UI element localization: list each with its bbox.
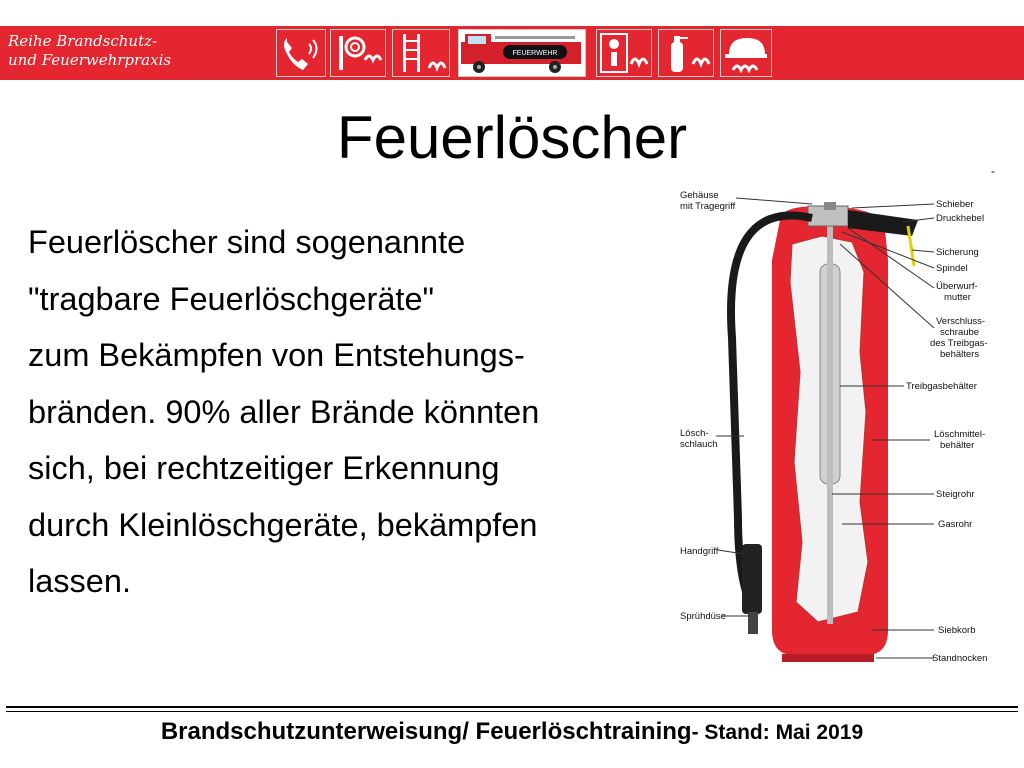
label-gehaeuse: Gehäuse mit Tragegriff [680, 190, 736, 212]
label-gasrohr: Gasrohr [938, 519, 973, 530]
label-handgriff: Handgriff [680, 546, 719, 557]
footer-divider-thin [6, 711, 1018, 712]
label-steigrohr: Steigrohr [936, 489, 975, 500]
riser-pipe [827, 224, 833, 624]
title-mark: - [991, 164, 995, 178]
footer-main-text: Brandschutzunterweisung/ Feuerlöschtraining [160, 718, 692, 745]
label-loeschmittelbehaelter: Löschmittel-behälter [934, 429, 986, 451]
label-standnocken: Standnocken [932, 653, 988, 664]
fire-alarm-button-icon [596, 29, 652, 77]
footer-divider [6, 706, 1018, 708]
label-siebkorb: Siebkorb [938, 625, 976, 636]
footer-stand-text: - Stand: Mai 2019 [691, 721, 864, 744]
firefighter-helmet-icon [720, 29, 772, 77]
label-spruehduese: Sprühdüse [680, 611, 726, 622]
label-schieber: Schieber [936, 199, 974, 210]
label-loeschschlauch: Lösch-schlauch [680, 428, 718, 450]
fire-truck-icon [458, 29, 586, 77]
label-spindel: Spindel [936, 263, 968, 274]
body-paragraph: Feuerlöscher sind sogenannte "tragbare Feuerlöschgeräte" zum Bekämpfen von Entstehungs- bränden. 90% aller Brände könnten sich, bei rechtzeitiger Erkennung durch Kleinlöschgeräte, bekämpfen lassen. [28, 224, 540, 599]
fire-extinguisher-diagram [672, 184, 1024, 678]
ladder-icon [392, 29, 450, 77]
label-sicherung: Sicherung [936, 247, 979, 258]
label-druckhebel: Druckhebel [936, 213, 985, 224]
series-title: Reihe Brandschutz- und Feuerwehrpraxis [8, 32, 172, 69]
header-banner [0, 26, 1024, 80]
handle [742, 544, 762, 614]
footer [0, 718, 1024, 746]
label-treibgasbehaelter: Treibgasbehälter [906, 381, 977, 392]
label-verschlussschraube: Verschluss-schraube des Treibgas-behälters [930, 316, 988, 360]
page-title: Feuerlöscher [336, 104, 688, 171]
truck-sign: FEUERWEHR [512, 50, 558, 57]
fire-extinguisher-icon [658, 29, 714, 77]
phone-icon [276, 29, 326, 77]
nozzle [748, 612, 758, 634]
label-ueberwurfmutter: Überwurf-mutter [936, 281, 978, 303]
fire-hose-icon [330, 29, 386, 77]
base-feet [782, 654, 874, 662]
